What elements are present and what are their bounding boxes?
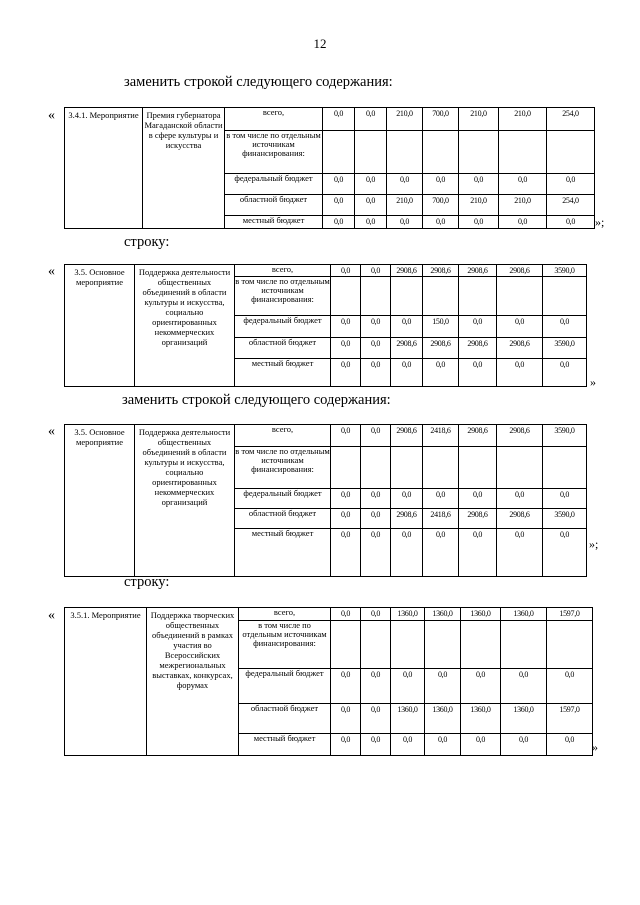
amount-cell: 0,0 — [361, 704, 391, 734]
amount-cell — [423, 277, 459, 316]
open-quote: « — [48, 264, 55, 279]
funding-source-label: местный бюджет — [239, 734, 331, 756]
amount-cell — [331, 447, 361, 489]
amount-cell: 210,0 — [387, 108, 423, 131]
amount-cell — [423, 447, 459, 489]
amount-cell: 2908,6 — [391, 509, 423, 529]
amount-cell — [391, 621, 425, 669]
amount-cell — [387, 131, 423, 174]
amount-cell: 3590,0 — [543, 338, 587, 359]
funding-source-label: всего, — [235, 425, 331, 447]
funding-source-label: федеральный бюджет — [235, 489, 331, 509]
funding-source-label: федеральный бюджет — [225, 174, 323, 195]
amount-cell — [323, 131, 355, 174]
close-quote: »; — [595, 215, 605, 229]
amount-cell: 2908,6 — [391, 265, 423, 277]
amount-cell: 2908,6 — [497, 509, 543, 529]
funding-source-label: всего, — [239, 608, 331, 621]
amount-cell — [391, 447, 423, 489]
amount-cell: 1360,0 — [391, 608, 425, 621]
amount-cell: 0,0 — [423, 216, 459, 229]
amount-cell: 0,0 — [461, 669, 501, 704]
amount-cell: 254,0 — [547, 108, 595, 131]
amount-cell: 210,0 — [499, 108, 547, 131]
amount-cell: 0,0 — [459, 216, 499, 229]
amount-cell: 0,0 — [331, 529, 361, 577]
amount-cell: 210,0 — [499, 195, 547, 216]
amount-cell — [497, 447, 543, 489]
amount-cell — [361, 621, 391, 669]
activity-name: Поддержка деятельности общественных объединений в области культуры и искусства, социально ориентированных некоммерческих организаций — [135, 265, 235, 387]
amount-cell — [543, 277, 587, 316]
amount-cell: 0,0 — [355, 174, 387, 195]
amount-cell: 1360,0 — [425, 704, 461, 734]
amount-cell: 1360,0 — [461, 608, 501, 621]
amount-cell: 0,0 — [391, 316, 423, 338]
amount-cell: 2908,6 — [459, 338, 497, 359]
amount-cell: 0,0 — [361, 529, 391, 577]
amount-cell: 0,0 — [391, 734, 425, 756]
amount-cell: 0,0 — [423, 359, 459, 387]
amount-cell: 0,0 — [459, 489, 497, 509]
amount-cell: 1360,0 — [461, 704, 501, 734]
amount-cell: 2418,6 — [423, 425, 459, 447]
amount-cell — [547, 621, 593, 669]
funding-source-label: всего, — [225, 108, 323, 131]
amount-cell — [425, 621, 461, 669]
amount-cell — [459, 277, 497, 316]
amount-cell — [391, 277, 423, 316]
amount-cell: 0,0 — [547, 216, 595, 229]
amount-cell: 0,0 — [361, 316, 391, 338]
amount-cell: 0,0 — [331, 425, 361, 447]
amount-cell — [361, 447, 391, 489]
amount-cell: 0,0 — [331, 608, 361, 621]
funding-source-label: местный бюджет — [225, 216, 323, 229]
amount-cell: 0,0 — [497, 489, 543, 509]
amount-cell: 0,0 — [323, 108, 355, 131]
amount-cell: 700,0 — [423, 195, 459, 216]
close-quote: » — [592, 740, 598, 754]
activity-code: 3.5. Основное мероприятие — [65, 425, 135, 577]
amount-cell: 0,0 — [361, 509, 391, 529]
amount-cell — [499, 131, 547, 174]
amount-cell: 0,0 — [387, 216, 423, 229]
funding-source-label: местный бюджет — [235, 529, 331, 577]
open-quote: « — [48, 424, 55, 439]
funding-source-label: областной бюджет — [235, 338, 331, 359]
amount-cell: 0,0 — [543, 316, 587, 338]
amount-cell: 0,0 — [391, 529, 423, 577]
amount-cell: 1360,0 — [391, 704, 425, 734]
amount-cell: 0,0 — [361, 425, 391, 447]
amount-cell: 2908,6 — [459, 265, 497, 277]
section-heading: заменить строкой следующего содержания: — [122, 392, 391, 408]
amount-cell: 0,0 — [331, 704, 361, 734]
amount-cell: 1360,0 — [501, 704, 547, 734]
amount-cell: 2908,6 — [497, 338, 543, 359]
amount-cell — [547, 131, 595, 174]
section-heading: строку: — [124, 234, 170, 250]
amount-cell: 0,0 — [461, 734, 501, 756]
amount-cell: 0,0 — [543, 359, 587, 387]
budget-table — [64, 264, 587, 387]
funding-source-label: областной бюджет — [239, 704, 331, 734]
amount-cell: 0,0 — [331, 338, 361, 359]
amount-cell: 0,0 — [459, 529, 497, 577]
amount-cell: 0,0 — [387, 174, 423, 195]
amount-cell: 1597,0 — [547, 704, 593, 734]
amount-cell: 2908,6 — [459, 425, 497, 447]
amount-cell: 0,0 — [423, 174, 459, 195]
amount-cell: 0,0 — [459, 316, 497, 338]
amount-cell — [331, 277, 361, 316]
amount-cell: 254,0 — [547, 195, 595, 216]
close-quote: » — [590, 375, 596, 389]
amount-cell: 2908,6 — [391, 425, 423, 447]
amount-cell: 0,0 — [361, 338, 391, 359]
amount-cell: 210,0 — [459, 108, 499, 131]
amount-cell — [461, 621, 501, 669]
amount-cell: 0,0 — [331, 669, 361, 704]
amount-cell — [423, 131, 459, 174]
amount-cell: 0,0 — [497, 316, 543, 338]
budget-table — [64, 107, 595, 229]
activity-name: Поддержка деятельности общественных объединений в области культуры и искусства, социально ориентированных некоммерческих организаций — [135, 425, 235, 577]
amount-cell: 0,0 — [391, 489, 423, 509]
amount-cell: 2908,6 — [423, 338, 459, 359]
amount-cell: 0,0 — [425, 669, 461, 704]
activity-name: Премия губернатора Магаданской области в сфере культуры и искусства — [143, 108, 225, 229]
activity-name: Поддержка творческих общественных объединений в рамках участия во Всероссийских межрегиональных выставках, конкурсах, форумах — [147, 608, 239, 756]
funding-source-label: всего, — [235, 265, 331, 277]
amount-cell: 0,0 — [391, 669, 425, 704]
amount-cell: 0,0 — [425, 734, 461, 756]
amount-cell: 0,0 — [543, 489, 587, 509]
amount-cell: 3590,0 — [543, 425, 587, 447]
open-quote: « — [48, 608, 55, 623]
section-heading: строку: — [124, 574, 170, 590]
amount-cell: 1360,0 — [501, 608, 547, 621]
funding-source-label: федеральный бюджет — [235, 316, 331, 338]
close-quote: »; — [589, 537, 599, 551]
funding-source-label: в том числе по отдельным источникам финансирования: — [239, 621, 331, 669]
amount-cell: 0,0 — [497, 359, 543, 387]
amount-cell: 0,0 — [361, 489, 391, 509]
amount-cell: 0,0 — [361, 359, 391, 387]
amount-cell: 2908,6 — [459, 509, 497, 529]
amount-cell — [459, 131, 499, 174]
amount-cell: 0,0 — [361, 608, 391, 621]
amount-cell: 0,0 — [499, 174, 547, 195]
amount-cell: 3590,0 — [543, 509, 587, 529]
amount-cell: 0,0 — [331, 265, 361, 277]
amount-cell: 0,0 — [547, 174, 595, 195]
amount-cell — [355, 131, 387, 174]
amount-cell: 0,0 — [547, 734, 593, 756]
open-quote: « — [48, 108, 55, 123]
amount-cell: 700,0 — [423, 108, 459, 131]
amount-cell: 0,0 — [459, 174, 499, 195]
amount-cell: 0,0 — [543, 529, 587, 577]
amount-cell: 0,0 — [361, 669, 391, 704]
amount-cell — [361, 277, 391, 316]
budget-table — [64, 424, 587, 577]
amount-cell — [331, 621, 361, 669]
amount-cell: 0,0 — [331, 509, 361, 529]
amount-cell: 0,0 — [361, 734, 391, 756]
amount-cell: 0,0 — [499, 216, 547, 229]
activity-code: 3.5.1. Мероприятие — [65, 608, 147, 756]
amount-cell: 3590,0 — [543, 265, 587, 277]
amount-cell: 2908,6 — [497, 265, 543, 277]
amount-cell: 0,0 — [423, 489, 459, 509]
amount-cell: 1360,0 — [425, 608, 461, 621]
amount-cell: 2908,6 — [391, 338, 423, 359]
funding-source-label: в том числе по отдельным источникам финансирования: — [225, 131, 323, 174]
amount-cell: 2908,6 — [423, 265, 459, 277]
funding-source-label: федеральный бюджет — [239, 669, 331, 704]
amount-cell: 0,0 — [331, 316, 361, 338]
amount-cell: 0,0 — [331, 489, 361, 509]
amount-cell: 210,0 — [387, 195, 423, 216]
amount-cell: 0,0 — [331, 359, 361, 387]
amount-cell — [501, 621, 547, 669]
amount-cell: 0,0 — [501, 734, 547, 756]
budget-table — [64, 607, 593, 756]
activity-code: 3.4.1. Мероприятие — [65, 108, 143, 229]
funding-source-label: областной бюджет — [235, 509, 331, 529]
section-heading: заменить строкой следующего содержания: — [124, 74, 393, 90]
amount-cell: 0,0 — [423, 529, 459, 577]
amount-cell: 150,0 — [423, 316, 459, 338]
amount-cell: 2418,6 — [423, 509, 459, 529]
amount-cell: 0,0 — [323, 174, 355, 195]
amount-cell: 0,0 — [497, 529, 543, 577]
amount-cell — [543, 447, 587, 489]
amount-cell: 0,0 — [361, 265, 391, 277]
amount-cell — [459, 447, 497, 489]
amount-cell — [497, 277, 543, 316]
amount-cell: 0,0 — [355, 216, 387, 229]
funding-source-label: местный бюджет — [235, 359, 331, 387]
amount-cell: 0,0 — [323, 195, 355, 216]
funding-source-label: в том числе по отдельным источникам финансирования: — [235, 277, 331, 316]
amount-cell: 0,0 — [391, 359, 423, 387]
amount-cell: 0,0 — [459, 359, 497, 387]
amount-cell: 1597,0 — [547, 608, 593, 621]
amount-cell: 0,0 — [355, 108, 387, 131]
activity-code: 3.5. Основное мероприятие — [65, 265, 135, 387]
amount-cell: 0,0 — [331, 734, 361, 756]
funding-source-label: областной бюджет — [225, 195, 323, 216]
amount-cell: 0,0 — [501, 669, 547, 704]
amount-cell: 210,0 — [459, 195, 499, 216]
funding-source-label: в том числе по отдельным источникам финансирования: — [235, 447, 331, 489]
page-number: 12 — [313, 36, 327, 51]
amount-cell: 2908,6 — [497, 425, 543, 447]
amount-cell: 0,0 — [323, 216, 355, 229]
amount-cell: 0,0 — [547, 669, 593, 704]
amount-cell: 0,0 — [355, 195, 387, 216]
